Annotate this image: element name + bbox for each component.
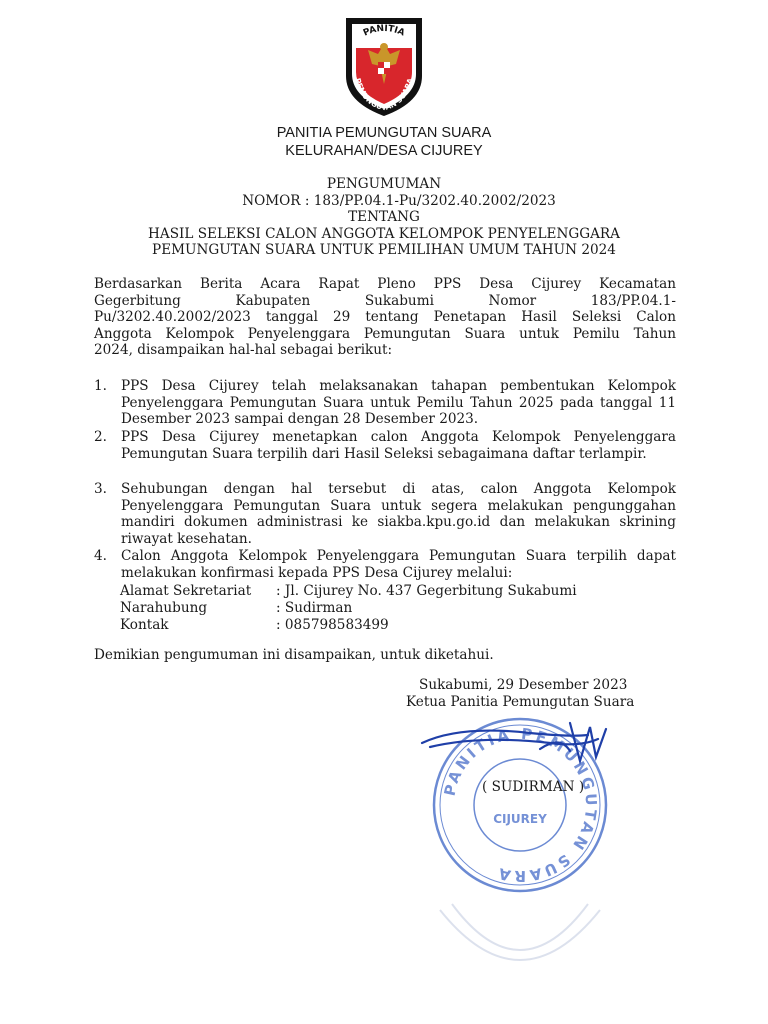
official-stamp xyxy=(420,705,620,905)
contact-row-person xyxy=(120,600,577,617)
list-text: PPS Desa Cijurey menetapkan calon Anggota Kelompok Penyelenggara Pemungutan Suara terpilih dari Hasil Seleksi sebagaimana daftar terlampir. xyxy=(121,429,676,462)
contact-row-phone xyxy=(120,617,577,634)
announcement-heading xyxy=(0,176,768,259)
kpu-logo xyxy=(338,14,430,118)
org-line2: KELURAHAN/DESA CIJUREY xyxy=(285,143,483,159)
list-number: 3. xyxy=(94,481,107,497)
contact-label: Alamat Sekretariat xyxy=(120,583,252,599)
logo-top-text: PANITIA xyxy=(361,23,407,39)
logo-bottom-text: PEMUNGUTAN SUARA xyxy=(353,77,415,113)
intro-line-2: Gegerbitung Kabupaten Sukabumi Nomor 183/PP.04.1- xyxy=(94,292,676,309)
list-text: PPS Desa Cijurey telah melaksanakan tahapan pembentukan Kelompok Penyelenggara Pemungutan Suara untuk Pemilu Tahun 2025 pada tanggal 11 Desember 2023 sampai dengan 28 Desember 2023. xyxy=(121,378,676,427)
intro-line-3: Pu/3202.40.2002/2023 tanggal 29 tentang Penetapan Hasil Seleksi Calon xyxy=(94,309,676,325)
list-item xyxy=(94,429,676,462)
closing-statement: Demikian pengumuman ini disampaikan, untuk diketahui. xyxy=(94,647,494,663)
stamp-center-text: CIJUREY xyxy=(493,812,547,826)
contact-row-address xyxy=(120,583,577,600)
contact-label: Kontak xyxy=(120,617,169,633)
org-line1: PANITIA PEMUNGUTAN SUARA xyxy=(276,125,492,141)
signature-place-date: Sukabumi, 29 Desember 2023 xyxy=(419,677,628,693)
intro-line-1: Berdasarkan Berita Acara Rapat Pleno PPS Desa Cijurey Kecamatan xyxy=(94,276,676,292)
stamp-ring-text: PANITIA PEMUNGUTAN SUARA xyxy=(440,724,601,886)
signature-position: Ketua Panitia Pemungutan Suara xyxy=(406,694,635,710)
contact-info xyxy=(120,583,577,634)
announcement-subject-1: HASIL SELEKSI CALON ANGGOTA KELOMPOK PENYELENGGARA xyxy=(148,225,620,242)
list-text: Calon Anggota Kelompok Penyelenggara Pemungutan Suara terpilih dapat melakukan konfirmasi kepada PPS Desa Cijurey melalui: xyxy=(121,548,676,581)
organization-header xyxy=(0,124,768,160)
signatory-name: ( SUDIRMAN ) xyxy=(482,779,585,795)
contact-value: : 085798583499 xyxy=(276,617,389,633)
contact-value: : Jl. Cijurey No. 437 Gegerbitung Sukabumi xyxy=(276,583,577,599)
intro-line-4: Anggota Kelompok Penyelenggara Pemungutan Suara untuk Pemilu Tahun xyxy=(94,325,676,342)
list-number: 1. xyxy=(94,378,107,394)
announcement-tentang: TENTANG xyxy=(348,209,420,225)
list-item xyxy=(94,481,676,547)
list-item xyxy=(94,548,676,581)
intro-paragraph xyxy=(94,276,676,359)
list-number: 2. xyxy=(94,429,107,445)
list-item xyxy=(94,378,676,428)
contact-value: : Sudirman xyxy=(276,600,353,616)
announcement-number: NOMOR : 183/PP.04.1-Pu/3202.40.2002/2023 xyxy=(242,192,556,209)
list-text: Sehubungan dengan hal tersebut di atas, calon Anggota Kelompok Penyelenggara Pemungutan Suara untuk segera melakukan pengunggahan mandiri dokumen administrasi ke siakba.kpu.go.id dan melakukan skrining riwayat kesehatan. xyxy=(121,481,676,547)
faded-stamp-icon xyxy=(430,900,610,1020)
list-number: 4. xyxy=(94,548,107,564)
intro-line-5: 2024, disampaikan hal-hal sebagai berikut: xyxy=(94,342,393,358)
contact-label: Narahubung xyxy=(120,600,208,616)
announcement-subject-2: PEMUNGUTAN SUARA UNTUK PEMILIHAN UMUM TAHUN 2024 xyxy=(152,242,616,258)
announcement-title: PENGUMUMAN xyxy=(326,176,442,192)
